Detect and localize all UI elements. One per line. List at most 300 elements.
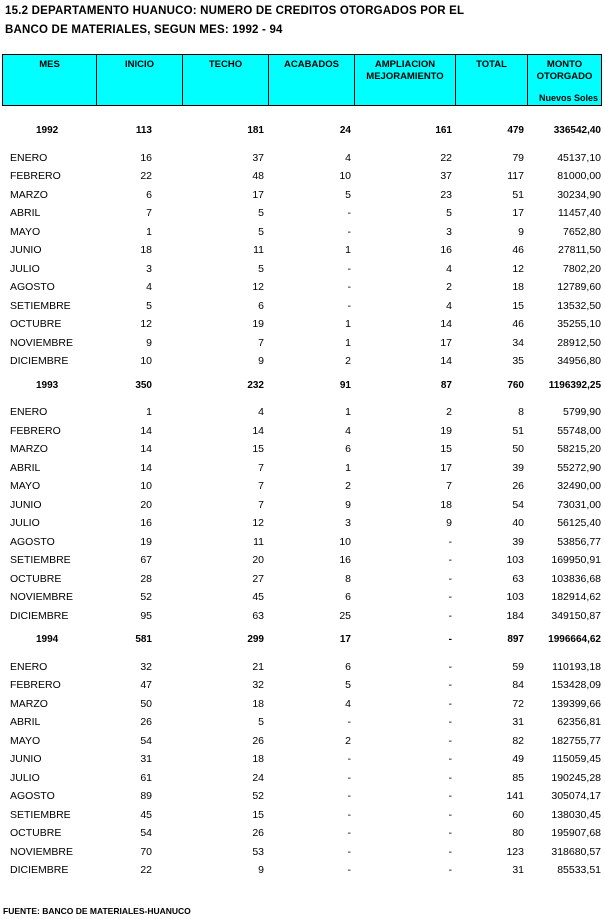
cell-mes: JUNIO: [10, 244, 42, 256]
table-row: [0, 570, 605, 588]
cell-monto: 28912,50: [557, 336, 601, 349]
table-row: [0, 514, 605, 532]
cell-monto: 103836,68: [551, 572, 601, 585]
cell-inicio: 1: [146, 225, 152, 238]
table-row: [0, 496, 605, 514]
cell-ampliacion: 23: [440, 188, 452, 201]
table-row: [0, 533, 605, 551]
cell-mes: OCTUBRE: [10, 572, 62, 585]
cell-inicio: 20: [140, 498, 152, 511]
cell-ampliacion: 5: [446, 207, 452, 219]
cell-inicio: 10: [140, 355, 152, 367]
cell-mes: MAYO: [10, 734, 41, 747]
cell-ampliacion: 9: [446, 517, 452, 529]
cell-mes: AGOSTO: [10, 281, 55, 293]
cell-monto: 30234,90: [557, 188, 601, 201]
table-row: [0, 241, 605, 259]
cell-total: 80: [512, 827, 524, 839]
cell-inicio: 50: [140, 697, 152, 710]
cell-ampliacion: -: [448, 716, 452, 728]
cell-techo: 26: [252, 827, 264, 839]
cell-inicio: 70: [140, 845, 152, 858]
header-acabados: ACABADOS: [269, 55, 355, 105]
cell-inicio: 22: [140, 864, 152, 876]
cell-total: 12: [512, 262, 524, 275]
cell-techo: 5: [258, 716, 264, 728]
cell-inicio: 61: [140, 771, 152, 784]
table-row: [0, 695, 605, 713]
cell-techo: 18: [252, 697, 264, 710]
cell-ampliacion: -: [448, 808, 452, 821]
cell-ampliacion: -: [448, 864, 452, 876]
cell-techo: 53: [252, 845, 264, 858]
cell-acabados: 6: [345, 591, 351, 603]
cell-acabados: 17: [339, 634, 351, 645]
cell-total: 84: [512, 679, 524, 691]
cell-techo: 11: [253, 535, 264, 548]
table-row: [0, 204, 605, 222]
cell-ampliacion: 3: [446, 225, 452, 238]
cell-inicio: 67: [140, 554, 152, 566]
cell-total: 31: [512, 864, 524, 876]
cell-acabados: -: [347, 262, 351, 275]
cell-monto: 34956,80: [557, 355, 601, 367]
cell-monto: 56125,40: [557, 517, 601, 529]
header-mes: MES: [3, 55, 97, 105]
cell-mes: MARZO: [10, 697, 48, 710]
cell-mes: MARZO: [10, 188, 48, 201]
cell-inicio: 28: [140, 572, 152, 585]
cell-monto: 62356,81: [557, 716, 601, 728]
cell-acabados: -: [347, 281, 351, 293]
cell-mes: NOVIEMBRE: [10, 591, 74, 603]
cell-total: 60: [512, 808, 524, 821]
cell-ampliacion: 15: [440, 443, 452, 455]
cell-total: 103: [506, 591, 524, 603]
cell-techo: 9: [258, 355, 264, 367]
cell-inicio: 12: [140, 318, 152, 330]
cell-monto: 45137,10: [557, 151, 601, 164]
cell-mes: SETIEMBRE: [10, 554, 71, 566]
cell-acabados: -: [347, 864, 351, 876]
cell-monto: 336542,40: [553, 125, 601, 136]
cell-techo: 12: [252, 517, 264, 529]
cell-techo: 17: [252, 188, 264, 201]
cell-total: 760: [507, 379, 524, 391]
cell-mes: AGOSTO: [10, 790, 55, 802]
cell-techo: 12: [252, 281, 264, 293]
cell-ampliacion: 4: [446, 262, 452, 275]
cell-ampliacion: -: [448, 679, 452, 691]
cell-techo: 181: [247, 125, 264, 136]
cell-total: 34: [512, 336, 524, 349]
cell-mes: DICIEMBRE: [10, 355, 69, 367]
cell-ampliacion: -: [448, 554, 452, 566]
cell-techo: 63: [252, 609, 264, 622]
cell-ampliacion: 17: [440, 461, 452, 474]
cell-total: 50: [512, 443, 524, 455]
cell-techo: 20: [252, 554, 264, 566]
header-monto-units: Nuevos Soles: [538, 93, 598, 103]
header-ampliacion-line2: MEJORAMIENTO: [366, 71, 444, 82]
cell-ampliacion: -: [448, 845, 452, 858]
cell-inicio: 18: [140, 244, 152, 256]
table-row: [0, 440, 605, 458]
source-note: FUENTE: BANCO DE MATERIALES-HUANUCO: [3, 906, 191, 916]
cell-ampliacion: 14: [440, 318, 452, 330]
cell-mes: MAYO: [10, 225, 41, 238]
cell-monto: 32490,00: [557, 480, 601, 492]
cell-monto: 55272,90: [557, 461, 601, 474]
cell-mes: OCTUBRE: [10, 318, 62, 330]
cell-monto: 35255,10: [557, 318, 601, 330]
cell-inicio: 54: [140, 734, 152, 747]
cell-inicio: 7: [146, 207, 152, 219]
cell-monto: 110193,18: [552, 660, 601, 673]
cell-total: 46: [512, 318, 524, 330]
cell-inicio: 26: [140, 716, 152, 728]
cell-monto: 85533,51: [557, 864, 601, 876]
cell-mes: MARZO: [10, 443, 48, 455]
cell-mes: ENERO: [10, 660, 48, 673]
table-row: [0, 403, 605, 421]
cell-monto: 305074,17: [551, 790, 601, 802]
cell-monto: 12789,60: [557, 281, 601, 293]
cell-ampliacion: -: [448, 609, 452, 622]
cell-mes: ENERO: [10, 151, 48, 164]
cell-total: 54: [512, 498, 524, 511]
cell-acabados: -: [347, 827, 351, 839]
cell-ampliacion: -: [448, 660, 452, 673]
cell-inicio: 52: [140, 591, 152, 603]
table-title: [5, 2, 595, 40]
cell-mes: AGOSTO: [10, 535, 55, 548]
cell-acabados: 4: [345, 697, 351, 710]
cell-ampliacion: 7: [446, 480, 452, 492]
table-row: [0, 315, 605, 333]
cell-monto: 1196392,25: [548, 379, 601, 391]
table-row: [0, 806, 605, 824]
cell-total: 17: [512, 207, 524, 219]
table-row: [0, 149, 605, 167]
cell-techo: 7: [258, 498, 264, 511]
cell-techo: 14: [252, 424, 264, 437]
cell-mes: FEBRERO: [10, 170, 61, 182]
cell-inicio: 5: [146, 299, 152, 312]
cell-mes: JULIO: [10, 517, 40, 529]
cell-acabados: 3: [345, 517, 351, 529]
cell-mes: FEBRERO: [10, 679, 61, 691]
cell-techo: 9: [258, 864, 264, 876]
cell-total: 63: [512, 572, 524, 585]
cell-mes: 1993: [36, 379, 59, 391]
table-row: [0, 588, 605, 606]
cell-ampliacion: 17: [440, 336, 452, 349]
cell-ampliacion: 2: [446, 406, 452, 418]
cell-ampliacion: -: [448, 734, 452, 747]
cell-total: 897: [507, 634, 524, 645]
cell-acabados: 2: [345, 734, 351, 747]
cell-ampliacion: 18: [440, 498, 452, 511]
cell-mes: ABRIL: [10, 207, 41, 219]
cell-total: 9: [518, 225, 524, 238]
cell-monto: 73031,00: [557, 498, 601, 511]
cell-total: 35: [512, 355, 524, 367]
cell-ampliacion: -: [448, 634, 452, 645]
cell-monto: 7802,20: [563, 262, 601, 275]
cell-mes: DICIEMBRE: [10, 864, 69, 876]
table-row: [0, 352, 605, 370]
cell-monto: 58215,20: [557, 443, 601, 455]
cell-inicio: 16: [140, 517, 152, 529]
cell-ampliacion: 37: [440, 170, 452, 182]
header-monto: [528, 55, 601, 105]
cell-inicio: 9: [146, 336, 152, 349]
cell-techo: 11: [253, 244, 264, 256]
cell-total: 40: [512, 517, 524, 529]
cell-monto: 27811,50: [557, 244, 601, 256]
table-row: [0, 422, 605, 440]
cell-techo: 37: [252, 151, 264, 164]
cell-ampliacion: 14: [440, 355, 452, 367]
cell-ampliacion: 2: [446, 281, 452, 293]
cell-acabados: -: [347, 808, 351, 821]
table-row: [0, 297, 605, 315]
cell-techo: 232: [247, 379, 264, 391]
cell-inicio: 1: [146, 406, 152, 418]
cell-monto: 182914,62: [551, 591, 601, 603]
cell-inicio: 113: [135, 125, 152, 136]
year-total-row: [0, 122, 605, 140]
cell-acabados: 16: [339, 554, 351, 566]
table-row: [0, 843, 605, 861]
cell-ampliacion: -: [448, 827, 452, 839]
cell-total: 51: [512, 424, 524, 437]
cell-ampliacion: 87: [440, 379, 452, 391]
cell-acabados: 1: [345, 318, 351, 330]
header-monto-line2: OTORGADO: [536, 71, 593, 82]
cell-acabados: -: [347, 225, 351, 238]
cell-techo: 19: [252, 318, 264, 330]
header-ampliacion: [355, 55, 456, 105]
cell-ampliacion: -: [448, 771, 452, 784]
cell-mes: JULIO: [10, 262, 40, 275]
cell-mes: SETIEMBRE: [10, 299, 71, 312]
cell-monto: 139399,66: [551, 697, 601, 710]
cell-inicio: 581: [135, 634, 152, 645]
cell-acabados: 2: [345, 480, 351, 492]
table-row: [0, 658, 605, 676]
cell-acabados: 5: [345, 679, 351, 691]
cell-mes: OCTUBRE: [10, 827, 62, 839]
cell-ampliacion: 19: [440, 424, 452, 437]
cell-acabados: -: [347, 299, 351, 312]
cell-mes: JULIO: [10, 771, 40, 784]
table-row: [0, 551, 605, 569]
cell-acabados: -: [347, 753, 351, 765]
cell-inicio: 54: [140, 827, 152, 839]
table-row: [0, 607, 605, 625]
cell-techo: 5: [258, 207, 264, 219]
cell-ampliacion: -: [448, 535, 452, 548]
header-ampliacion-line1: AMPLIACION: [374, 59, 436, 70]
cell-monto: 115059,45: [552, 753, 601, 765]
cell-mes: 1992: [36, 125, 59, 136]
table-row: [0, 223, 605, 241]
cell-monto: 1996664,62: [548, 634, 601, 645]
cell-techo: 52: [252, 790, 264, 802]
header-total: TOTAL: [456, 55, 528, 105]
cell-inicio: 14: [140, 424, 152, 437]
table-row: [0, 769, 605, 787]
table-header: [2, 54, 602, 106]
year-total-row: [0, 631, 605, 649]
cell-mes: 1994: [36, 634, 59, 645]
cell-techo: 15: [252, 808, 264, 821]
cell-techo: 7: [258, 336, 264, 349]
cell-monto: 7652,80: [563, 225, 601, 238]
cell-acabados: 24: [339, 125, 351, 136]
cell-acabados: 4: [345, 151, 351, 164]
cell-acabados: -: [347, 716, 351, 728]
cell-acabados: -: [347, 207, 351, 219]
cell-total: 103: [506, 554, 524, 566]
cell-total: 18: [512, 281, 524, 293]
cell-ampliacion: -: [448, 572, 452, 585]
cell-ampliacion: -: [448, 591, 452, 603]
cell-total: 8: [518, 406, 524, 418]
cell-acabados: 5: [345, 188, 351, 201]
table-row: [0, 459, 605, 477]
cell-inicio: 22: [140, 170, 152, 182]
cell-monto: 81000,00: [557, 170, 601, 182]
cell-total: 59: [512, 660, 524, 673]
header-inicio: INICIO: [97, 55, 183, 105]
cell-techo: 7: [258, 480, 264, 492]
cell-inicio: 350: [135, 379, 152, 391]
table-row: [0, 167, 605, 185]
cell-inicio: 47: [140, 679, 152, 691]
table-row: [0, 824, 605, 842]
cell-acabados: 6: [345, 660, 351, 673]
cell-monto: 318680,57: [551, 845, 601, 858]
cell-inicio: 19: [140, 535, 152, 548]
cell-techo: 27: [252, 572, 264, 585]
cell-acabados: -: [347, 845, 351, 858]
table-row: [0, 676, 605, 694]
cell-inicio: 4: [146, 281, 152, 293]
cell-mes: ABRIL: [10, 461, 41, 474]
cell-acabados: 1: [345, 244, 351, 256]
cell-techo: 48: [252, 170, 264, 182]
cell-mes: JUNIO: [10, 753, 42, 765]
table-row: [0, 732, 605, 750]
cell-total: 141: [506, 790, 524, 802]
cell-acabados: 4: [345, 424, 351, 437]
cell-mes: NOVIEMBRE: [10, 336, 74, 349]
cell-ampliacion: -: [448, 790, 452, 802]
cell-monto: 55748,00: [557, 424, 601, 437]
header-techo: TECHO: [183, 55, 269, 105]
cell-ampliacion: 22: [440, 151, 452, 164]
cell-total: 51: [512, 188, 524, 201]
cell-techo: 45: [252, 591, 264, 603]
cell-total: 117: [507, 170, 524, 182]
cell-ampliacion: 4: [446, 299, 452, 312]
cell-techo: 21: [252, 660, 264, 673]
year-total-row: [0, 377, 605, 395]
table-row: [0, 750, 605, 768]
cell-ampliacion: -: [448, 753, 452, 765]
header-monto-line1: MONTO: [546, 59, 583, 70]
cell-mes: DICIEMBRE: [10, 609, 69, 622]
cell-inicio: 89: [140, 790, 152, 802]
cell-techo: 5: [258, 262, 264, 275]
cell-acabados: 6: [345, 443, 351, 455]
cell-techo: 299: [247, 634, 264, 645]
cell-inicio: 95: [140, 609, 152, 622]
cell-total: 184: [506, 609, 524, 622]
cell-monto: 195907,68: [551, 827, 601, 839]
cell-techo: 6: [258, 299, 264, 312]
cell-total: 72: [512, 697, 524, 710]
cell-monto: 153428,09: [551, 679, 601, 691]
table-row: [0, 787, 605, 805]
cell-acabados: 25: [339, 609, 351, 622]
table-row: [0, 278, 605, 296]
cell-total: 49: [512, 753, 524, 765]
cell-total: 79: [512, 151, 524, 164]
cell-techo: 18: [252, 753, 264, 765]
cell-mes: FEBRERO: [10, 424, 61, 437]
cell-total: 39: [512, 461, 524, 474]
cell-total: 85: [512, 771, 524, 784]
cell-inicio: 10: [140, 480, 152, 492]
cell-total: 26: [512, 480, 524, 492]
cell-inicio: 45: [140, 808, 152, 821]
cell-ampliacion: 16: [440, 244, 452, 256]
cell-total: 31: [512, 716, 524, 728]
cell-acabados: 8: [345, 572, 351, 585]
cell-mes: ENERO: [10, 406, 48, 418]
cell-techo: 26: [252, 734, 264, 747]
cell-inicio: 14: [140, 443, 152, 455]
cell-total: 82: [512, 734, 524, 747]
cell-monto: 190245,28: [551, 771, 601, 784]
title-line-1: 15.2 DEPARTAMENTO HUANUCO: NUMERO DE CREDITOS OTORGADOS POR EL: [5, 5, 465, 17]
cell-techo: 4: [258, 406, 264, 418]
table-row: [0, 260, 605, 278]
cell-acabados: 1: [345, 406, 351, 418]
cell-monto: 138030,45: [551, 808, 601, 821]
cell-mes: ABRIL: [10, 716, 41, 728]
cell-techo: 7: [258, 461, 264, 474]
cell-inicio: 6: [146, 188, 152, 201]
cell-monto: 5799,90: [563, 406, 601, 418]
cell-inicio: 3: [146, 262, 152, 275]
cell-inicio: 31: [140, 753, 152, 765]
cell-monto: 169950,91: [551, 554, 601, 566]
cell-inicio: 32: [140, 660, 152, 673]
cell-acabados: 2: [345, 355, 351, 367]
cell-mes: JUNIO: [10, 498, 42, 511]
cell-acabados: 1: [345, 461, 351, 474]
cell-monto: 53856,77: [557, 535, 601, 548]
cell-acabados: 91: [339, 379, 351, 391]
cell-acabados: 10: [339, 535, 351, 548]
cell-monto: 11457,40: [557, 207, 601, 219]
cell-techo: 32: [252, 679, 264, 691]
